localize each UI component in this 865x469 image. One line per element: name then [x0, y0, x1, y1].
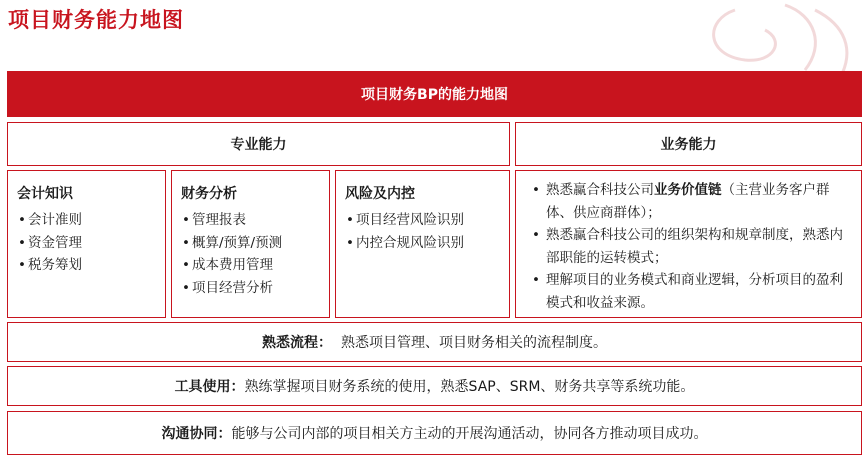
- column-risk-control: [335, 170, 510, 318]
- list-item: • 资金管理: [8, 232, 165, 255]
- item-text: 熟悉赢合科技公司的组织架构和规章制度，熟悉内部职能的运转模式；: [546, 227, 843, 266]
- column-title: 会计知识: [17, 186, 73, 202]
- column-title: 风险及内控: [345, 186, 415, 202]
- item-text: （主营业务客户群体、供应商群体）；: [546, 182, 830, 221]
- list-item: [516, 179, 861, 224]
- row-tools: [7, 366, 862, 406]
- page-title: 项目财务能力地图: [8, 8, 184, 32]
- watermark-logo-icon: [665, 0, 865, 80]
- professional-title: 专业能力: [230, 137, 287, 153]
- list-item: • 会计准则: [8, 209, 165, 232]
- list-item: • 税务筹划: [8, 254, 165, 277]
- item-text: 理解项目的业务模式和商业逻辑，分析项目的盈利模式和收益来源。: [546, 272, 843, 311]
- row-communication: [7, 411, 862, 455]
- row-process: [7, 322, 862, 362]
- row-value: 熟练掌握项目财务系统的使用，熟悉SAP、SRM、财务共享等系统功能。: [244, 379, 695, 395]
- business-title: 业务能力: [660, 137, 717, 153]
- item-emphasis: 业务价值链: [654, 182, 722, 198]
- professional-header: [7, 122, 510, 166]
- row-key: 沟通协同：: [161, 426, 232, 442]
- list-item: • 概算/预算/预测: [172, 232, 329, 255]
- list-item: • 管理报表: [172, 209, 329, 232]
- item-text: 熟悉赢合科技公司: [546, 182, 654, 198]
- list-item: • 内控合规风险识别: [336, 232, 509, 255]
- column-accounting: [7, 170, 166, 318]
- business-header: [515, 122, 862, 166]
- column-title: 财务分析: [181, 186, 237, 202]
- row-value: 能够与公司内部的项目相关方主动的开展沟通活动，协同各方推动项目成功。: [231, 426, 708, 442]
- list-item: • 成本费用管理: [172, 254, 329, 277]
- column-financial-analysis: [171, 170, 330, 318]
- row-key: 熟悉流程：: [262, 335, 333, 351]
- list-item: • 项目经营分析: [172, 277, 329, 300]
- header-bar: 项目财务BP的能力地图: [7, 71, 862, 117]
- business-capabilities: [515, 170, 862, 318]
- list-item: [516, 224, 861, 269]
- list-item: [516, 269, 861, 314]
- row-key: 工具使用：: [174, 379, 245, 395]
- list-item: • 项目经营风险识别: [336, 209, 509, 232]
- row-value: 熟悉项目管理、项目财务相关的流程制度。: [332, 335, 607, 351]
